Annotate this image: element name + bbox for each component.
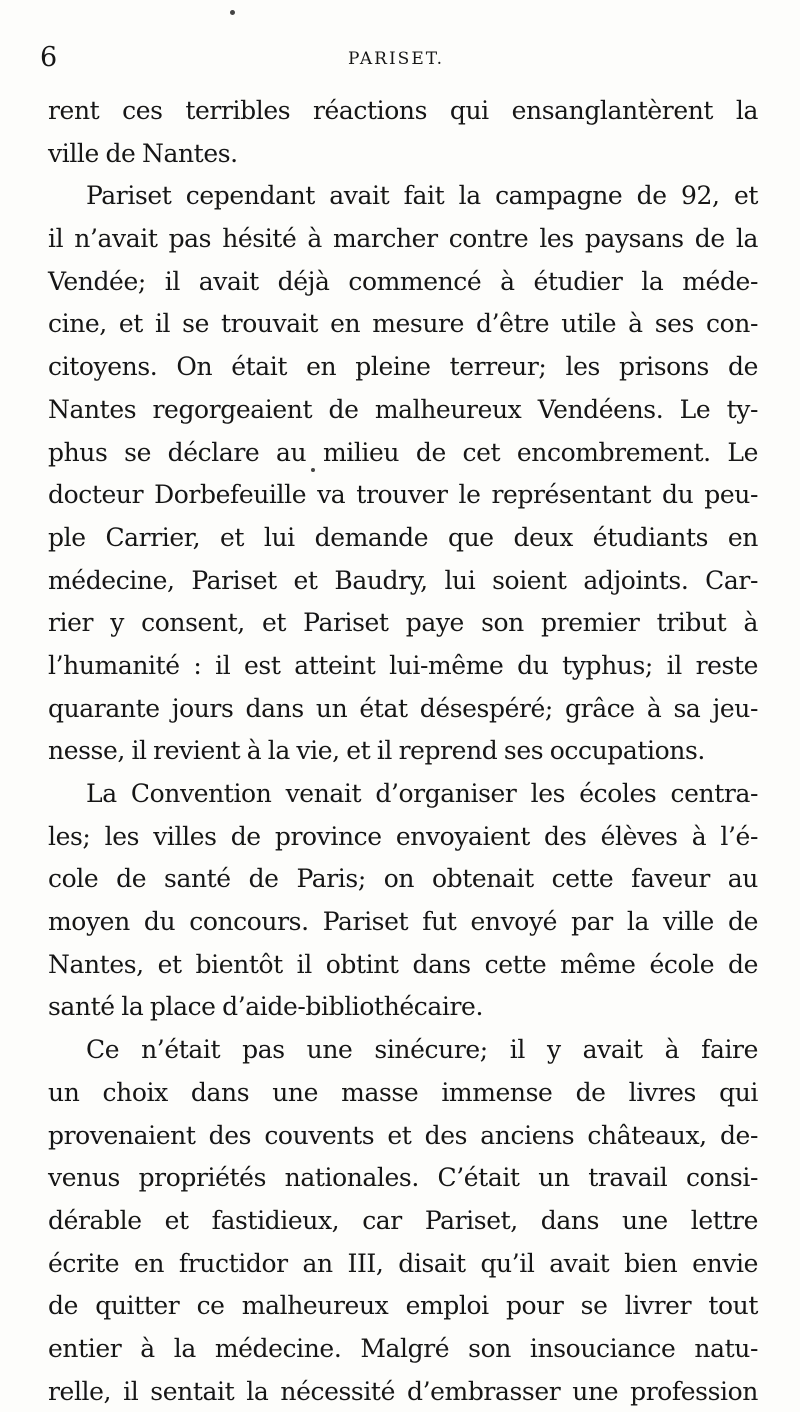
text-line: Pariset cependant avait fait la campagne de 92, et — [86, 181, 758, 211]
paragraph — [48, 90, 758, 175]
text-line: entier à la médecine. Malgré son insouciance natu- — [48, 1333, 758, 1363]
text-line: citoyens. On était en pleine terreur; les prisons de — [48, 352, 758, 382]
text-line: cine, et il se trouvait en mesure d’être utile à ses con- — [48, 309, 758, 339]
text-line: rier y consent, et Pariset paye son premier tribut à — [48, 608, 758, 638]
text-line: venus propriétés nationales. C’était un travail consi- — [48, 1163, 758, 1193]
text-line: moyen du concours. Pariset fut envoyé par la ville de — [48, 907, 758, 937]
text-line: médecine, Pariset et Baudry, lui soient adjoints. Car- — [48, 565, 758, 595]
text-line: relle, il sentait la nécessité d’embrasser une profession — [48, 1376, 758, 1406]
text-line: rent ces terribles réactions qui ensanglantèrent la — [48, 96, 758, 125]
text-line: ville de Nantes. — [48, 138, 238, 168]
running-title: PARISET. — [348, 49, 444, 69]
paragraph — [48, 773, 758, 1029]
text-line: ple Carrier, et lui demande que deux étudiants en — [48, 522, 758, 552]
text-line: écrite en fructidor an III, disait qu’il avait bien envie — [48, 1248, 758, 1278]
paragraph — [48, 1029, 758, 1413]
text-line: quarante jours dans un état désespéré; grâce à sa jeu- — [48, 693, 758, 723]
text-line: docteur Dorbefeuille va trouver le représentant du peu- — [48, 480, 758, 510]
body-text — [48, 90, 758, 1413]
paragraph — [48, 175, 758, 773]
text-line: il n’avait pas hésité à marcher contre les paysans de la — [48, 224, 758, 254]
text-line: dérable et fastidieux, car Pariset, dans une lettre — [48, 1205, 758, 1235]
text-line: de quitter ce malheureux emploi pour se livrer tout — [48, 1291, 758, 1321]
ink-speck — [230, 10, 235, 15]
running-head — [40, 40, 752, 76]
text-line: Ce n’était pas une sinécure; il y avait à faire — [86, 1035, 758, 1065]
text-line: Nantes regorgeaient de malheureux Vendéens. Le ty- — [48, 394, 758, 424]
page-number: 6 — [40, 42, 58, 73]
text-line: un choix dans une masse immense de livres qui — [48, 1077, 758, 1107]
text-line: nesse, il revient à la vie, et il reprend ses occupations. — [48, 736, 705, 766]
text-line: l’humanité : il est atteint lui-même du typhus; il reste — [48, 650, 758, 680]
text-line: phus se déclare au milieu de cet encombrement. Le — [48, 437, 758, 467]
text-line: les; les villes de province envoyaient des élèves à l’é- — [48, 821, 758, 851]
text-line: Nantes, et bientôt il obtint dans cette même école de — [48, 949, 758, 979]
text-line: provenaient des couvents et des anciens châteaux, de- — [48, 1120, 758, 1150]
text-line: cole de santé de Paris; on obtenait cette faveur au — [48, 864, 758, 894]
text-line: La Convention venait d’organiser les écoles centra- — [86, 779, 758, 808]
text-line: santé la place d’aide-bibliothécaire. — [48, 992, 483, 1022]
text-line: Vendée; il avait déjà commencé à étudier la méde- — [48, 266, 758, 296]
